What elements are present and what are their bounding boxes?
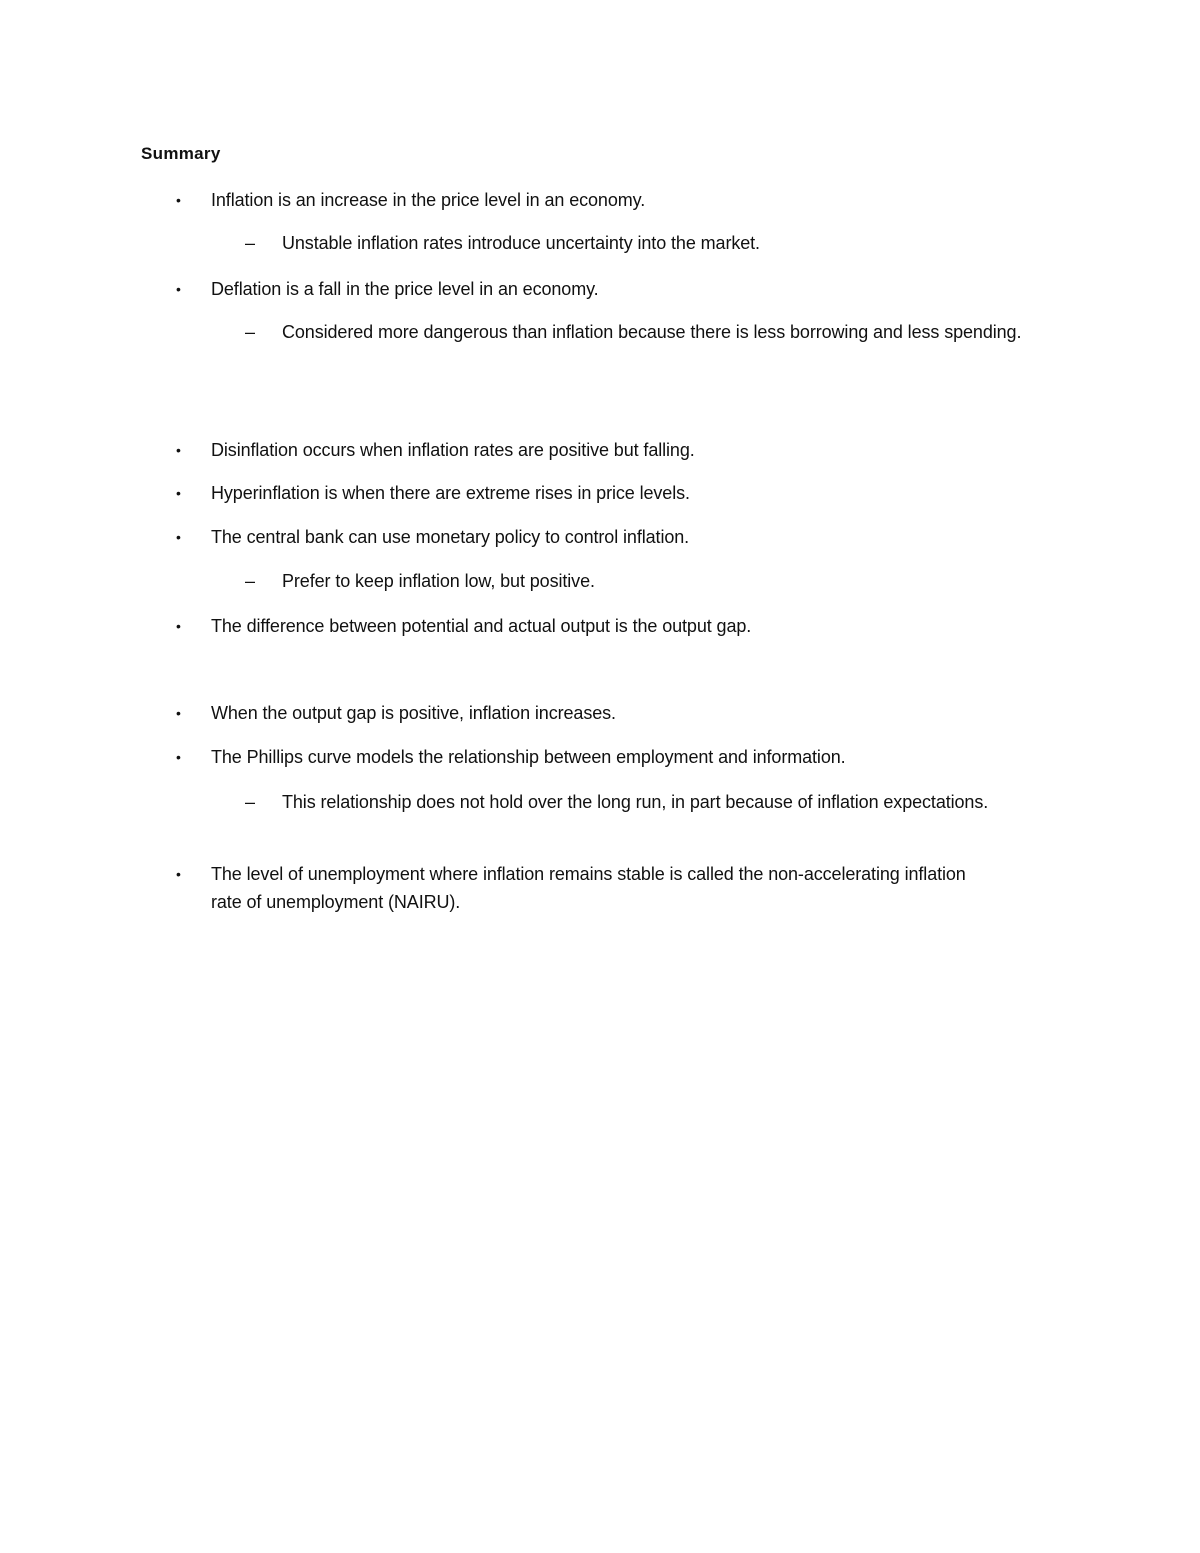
sub-list-item: Unstable inflation rates introduce uncertainty into the market.	[282, 233, 760, 253]
summary-heading: Summary	[141, 144, 221, 163]
list-item: The central bank can use monetary policy to control inflation.	[211, 527, 690, 547]
sub-list-item: This relationship does not hold over the long run, in part because of inflation expectations.	[282, 792, 989, 812]
list-item: Inflation is an increase in the price level in an economy.	[211, 190, 646, 210]
bullet-marker: •	[176, 705, 181, 721]
dash-marker: –	[245, 233, 256, 253]
list-item: The Phillips curve models the relationship between employment and information.	[211, 747, 846, 767]
dash-marker: –	[245, 322, 256, 342]
list-item: The difference between potential and actual output is the output gap.	[211, 616, 752, 636]
list-item: Deflation is a fall in the price level in an economy.	[211, 279, 599, 299]
dash-marker: –	[245, 571, 256, 591]
sub-list-item: Considered more dangerous than inflation because there is less borrowing and less spending.	[282, 322, 1022, 342]
list-item: The level of unemployment where inflation remains stable is called the non-accelerating inflation rate of unemployment (NAIRU).	[211, 864, 966, 912]
bullet-marker: •	[176, 749, 181, 765]
bullet-marker: •	[176, 618, 181, 634]
dash-marker: –	[245, 792, 256, 812]
bullet-marker: •	[176, 281, 181, 297]
list-item: Hyperinflation is when there are extreme rises in price levels.	[211, 483, 690, 503]
bullet-marker: •	[176, 866, 181, 882]
bullet-marker: •	[176, 442, 181, 458]
bullet-marker: •	[176, 529, 181, 545]
list-item: Disinflation occurs when inflation rates are positive but falling.	[211, 440, 695, 460]
sub-list-item: Prefer to keep inflation low, but positive.	[282, 571, 595, 591]
bullet-marker: •	[176, 485, 181, 501]
bullet-marker: •	[176, 192, 181, 208]
list-item: When the output gap is positive, inflation increases.	[211, 703, 616, 723]
